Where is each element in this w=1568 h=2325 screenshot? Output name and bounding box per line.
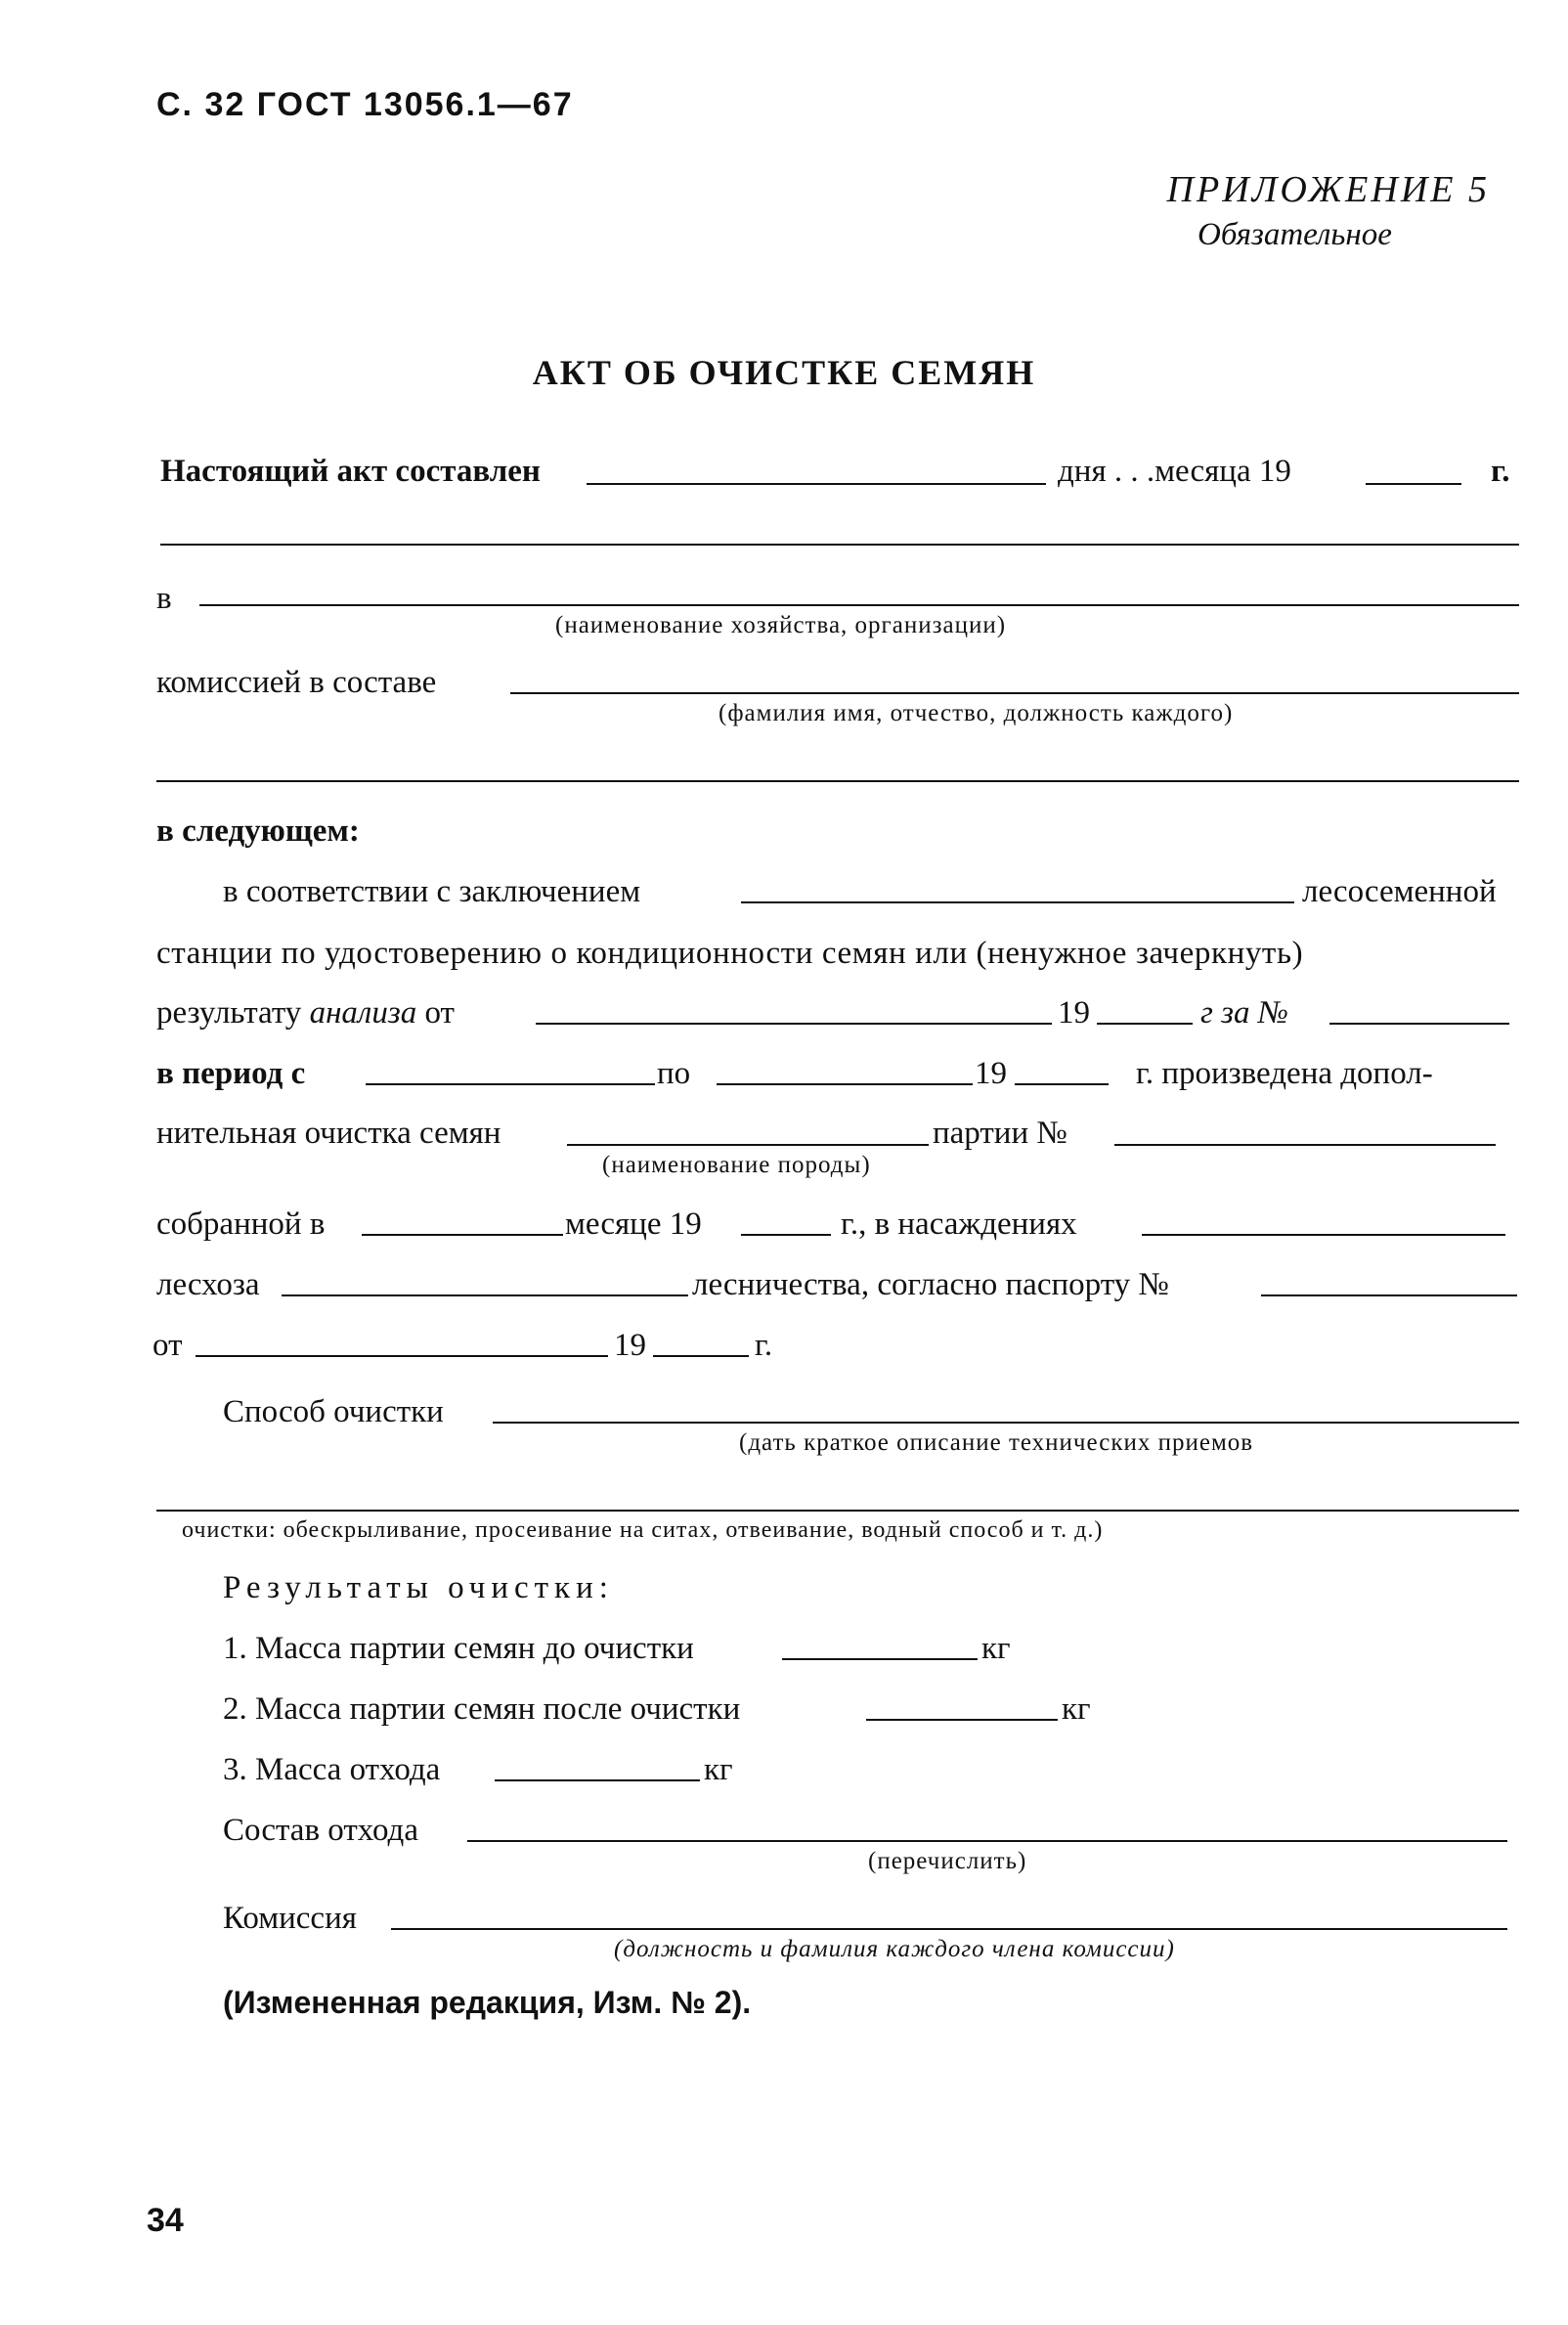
members-line-2[interactable] [156,780,1519,782]
results-heading: Результаты очистки: [223,1570,614,1605]
month-label: месяце 19 [565,1206,702,1242]
following-label [156,815,360,848]
analysis-word: анализа [309,995,417,1031]
plantations-label: г., в насаждениях [841,1206,1077,1242]
mass-after-unit: кг [1062,1691,1091,1727]
composed-label: Настоящий акт составлен [160,454,541,489]
method-line-2[interactable] [156,1510,1519,1512]
year-suffix: г. [1491,454,1510,489]
mass-after-label: 2. Масса партии семян после очистки [223,1691,741,1727]
waste-composition-field[interactable] [467,1840,1507,1842]
date-label: дня . . .месяца 19 [1058,454,1291,489]
appendix-status: Обязательное [1198,217,1392,252]
in-label: в [156,581,172,616]
method-caption-2: очистки: обескрыливание, просеивание на ситах, отвеивание, водный способ и т. д.) [182,1517,1104,1543]
analysis-year-field[interactable] [1097,1023,1193,1025]
species-caption: (наименование породы) [602,1152,871,1178]
passport-number-field[interactable] [1261,1294,1517,1296]
commission-label: комиссией в составе [156,665,437,700]
passport-from-label: от [152,1328,183,1363]
period-end-field[interactable] [717,1083,973,1085]
appendix-title: ПРИЛОЖЕНИЕ 5 [1166,169,1490,210]
analysis-date-field[interactable] [536,1023,1052,1025]
mass-waste-label: 3. Масса отхода [223,1752,441,1787]
result-label [156,997,455,1030]
mass-waste-unit: кг [704,1752,733,1787]
station-suffix: лесосеменной [1302,874,1497,909]
period-start-field[interactable] [366,1083,655,1085]
result-word: результату [156,995,302,1031]
mass-after-field[interactable] [866,1719,1058,1721]
analysis-number-label: г за № [1200,995,1288,1031]
members-caption: (фамилия имя, отчество, должность каждого) [719,700,1234,726]
period-year-field[interactable] [1015,1083,1109,1085]
document-title: АКТ ОБ ОЧИСТКЕ СЕМЯН [532,353,1036,392]
passport-year-field[interactable] [653,1355,749,1357]
composer-field[interactable] [587,483,1046,485]
batch-number-field[interactable] [1114,1144,1496,1146]
species-field[interactable] [567,1144,929,1146]
organization-caption: (наименование хозяйства, организации) [555,612,1007,638]
mass-before-field[interactable] [782,1658,978,1660]
passport-year-suffix: г. [755,1328,773,1363]
commission-signature-label: Комиссия [223,1901,357,1936]
waste-composition-label: Состав отхода [223,1813,418,1848]
forestry-label: лесничества, согласно паспорту № [692,1267,1169,1302]
method-label: Способ очистки [223,1394,444,1429]
positions-caption: (должность и фамилия каждого члена комиссии) [614,1936,1175,1962]
method-caption-1: (дать краткое описание технических приемов [739,1429,1254,1456]
revision-note: (Измененная редакция, Изм. № 2). [223,1985,752,2020]
mass-before-label: 1. Масса партии семян до очистки [223,1631,694,1666]
organization-field[interactable] [199,604,1519,606]
analysis-number-field[interactable] [1329,1023,1509,1025]
period-label: в период с [156,1056,306,1091]
page-reference: С. 32 ГОСТ 13056.1—67 [156,86,574,123]
collected-field[interactable] [362,1234,563,1236]
method-field[interactable] [493,1422,1519,1424]
mass-before-unit: кг [981,1631,1011,1666]
period-tail: г. произведена допол- [1136,1056,1433,1091]
analysis-century: 19 [1058,995,1090,1031]
leskhoz-field[interactable] [282,1294,688,1296]
batch-label: партии № [933,1116,1067,1151]
page-number: 34 [147,2202,184,2239]
period-to-label: по [657,1056,691,1091]
from-word: от [424,995,455,1031]
leskhoz-label: лесхоза [156,1267,260,1302]
passport-century: 19 [614,1328,646,1363]
plantations-field[interactable] [1142,1234,1505,1236]
conclusion-field[interactable] [741,901,1294,903]
year-field[interactable] [1366,483,1461,485]
members-field[interactable] [510,692,1519,694]
station-line: станции по удостоверению о кондиционности семян или (ненужное зачеркнуть) [156,936,1304,971]
following-text: в следующем: [156,813,360,849]
continuation-line[interactable] [160,544,1519,546]
passport-date-field[interactable] [196,1355,608,1357]
cleaning-label: нительная очистка семян [156,1116,501,1151]
collected-label: собранной в [156,1206,326,1242]
collected-year-field[interactable] [741,1234,831,1236]
conclusion-label: в соответствии с заключением [223,874,641,909]
mass-waste-field[interactable] [495,1779,700,1781]
period-century: 19 [975,1056,1007,1091]
list-caption: (перечислить) [868,1848,1027,1874]
commission-signature-field[interactable] [391,1928,1507,1930]
